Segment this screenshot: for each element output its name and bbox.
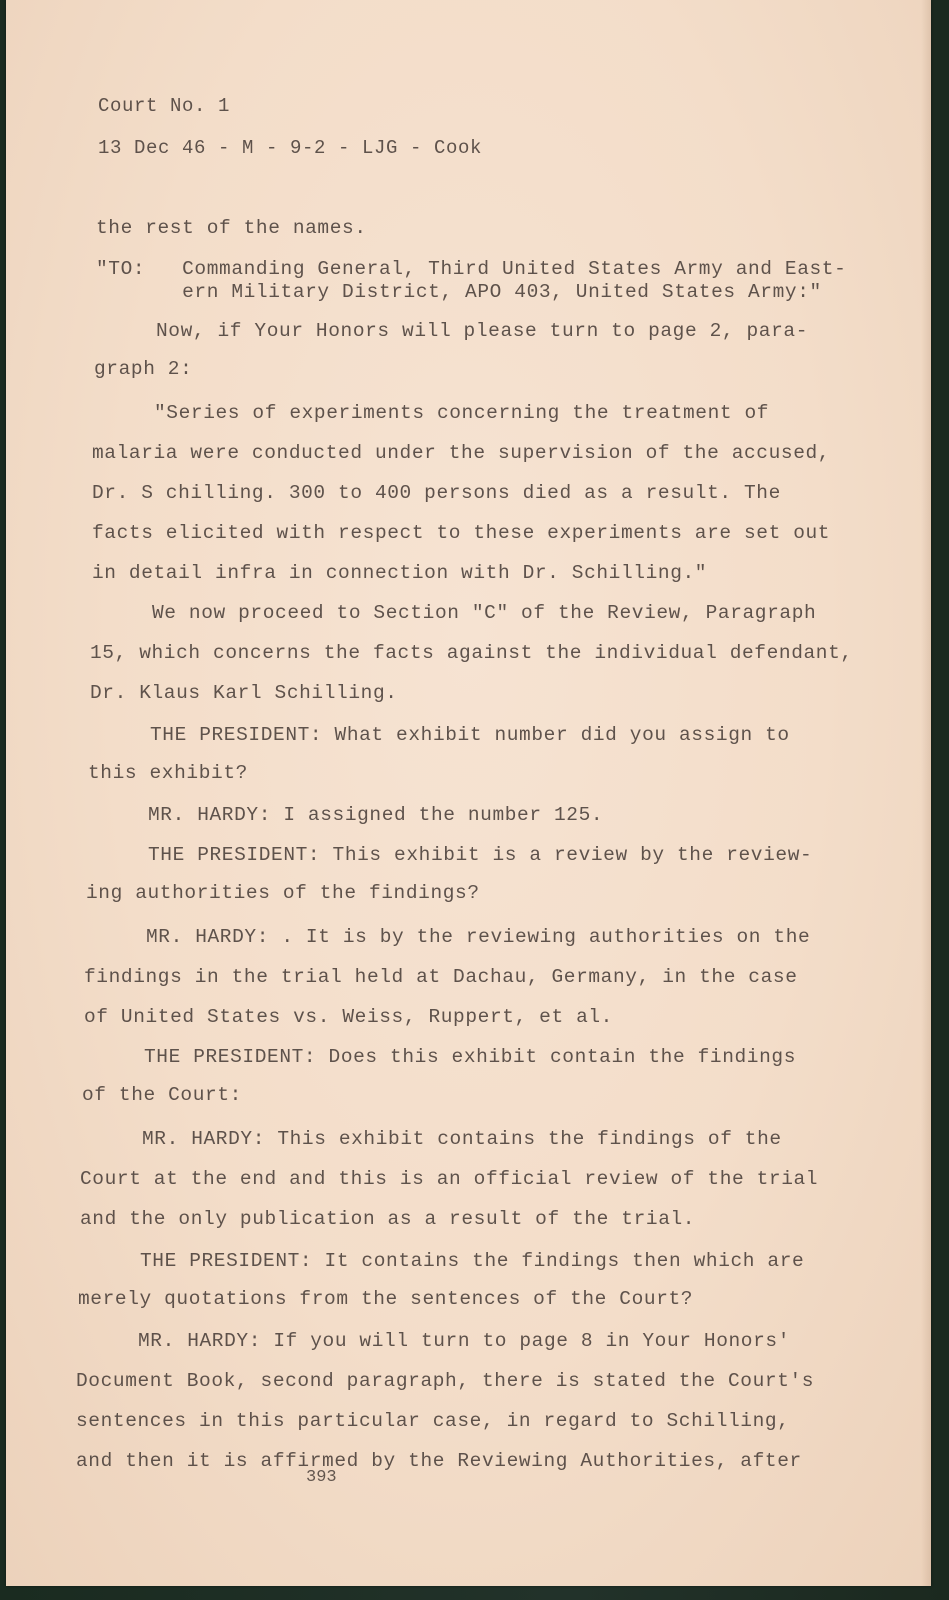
text-line: Document Book, second paragraph, there is stated the Court's [76,1370,815,1392]
text-line: MR. HARDY: . It is by the reviewing authorities on the [146,926,811,948]
text-line: and then it is affirmed by the Reviewing Authorities, after [76,1450,802,1472]
text-line: THE PRESIDENT: This exhibit is a review by the review- [148,844,813,866]
text-line: ing authorities of the findings? [86,882,480,904]
text-line: of United States vs. Weiss, Ruppert, et al. [84,1006,613,1028]
text-line: We now proceed to Section "C" of the Review, Paragraph [152,602,817,624]
text-line: MR. HARDY: I assigned the number 125. [148,804,604,826]
text-line: this exhibit? [88,762,248,784]
text-line: in detail infra in connection with Dr. Schilling." [92,562,708,584]
text-line: MR. HARDY: If you will turn to page 8 in Your Honors' [138,1330,791,1352]
text-line: the rest of the names. [96,217,367,239]
text-line: Now, if Your Honors will please turn to page 2, para- [156,320,809,342]
text-line: of the Court: [82,1084,242,1106]
text-line: merely quotations from the sentences of the Court? [78,1288,694,1310]
text-line: "Series of experiments concerning the treatment of [154,402,770,424]
text-line: THE PRESIDENT: It contains the findings then which are [140,1250,805,1272]
court-number: Court No. 1 [98,95,231,117]
text-line: facts elicited with respect to these experiments are set out [92,522,831,544]
text-line: Dr. S chilling. 300 to 400 persons died as a result. The [92,482,781,504]
text-line: sentences in this particular case, in regard to Schilling, [76,1410,790,1432]
text-line: Dr. Klaus Karl Schilling. [90,682,398,704]
text-line: malaria were conducted under the supervision of the accused, [92,442,831,464]
document-page [6,0,931,1586]
page-edge-shadow [921,0,931,1586]
text-line: and the only publication as a result of the trial. [80,1208,696,1230]
text-line: THE PRESIDENT: What exhibit number did you assign to [150,724,790,746]
text-line: graph 2: [94,358,193,380]
session-line: 13 Dec 46 - M - 9-2 - LJG - Cook [98,137,483,159]
text-line: MR. HARDY: This exhibit contains the findings of the [142,1128,782,1150]
page-number: 393 [306,1468,337,1487]
text-line: Court at the end and this is an official review of the trial [80,1168,819,1190]
text-line: THE PRESIDENT: Does this exhibit contain the findings [144,1046,797,1068]
text-line: "TO: Commanding General, Third United States Army and East- [96,258,847,280]
text-line: findings in the trial held at Dachau, Germany, in the case [84,966,798,988]
text-line: ern Military District, APO 403, United States Army:" [96,281,822,303]
text-line: 15, which concerns the facts against the individual defendant, [90,642,853,664]
